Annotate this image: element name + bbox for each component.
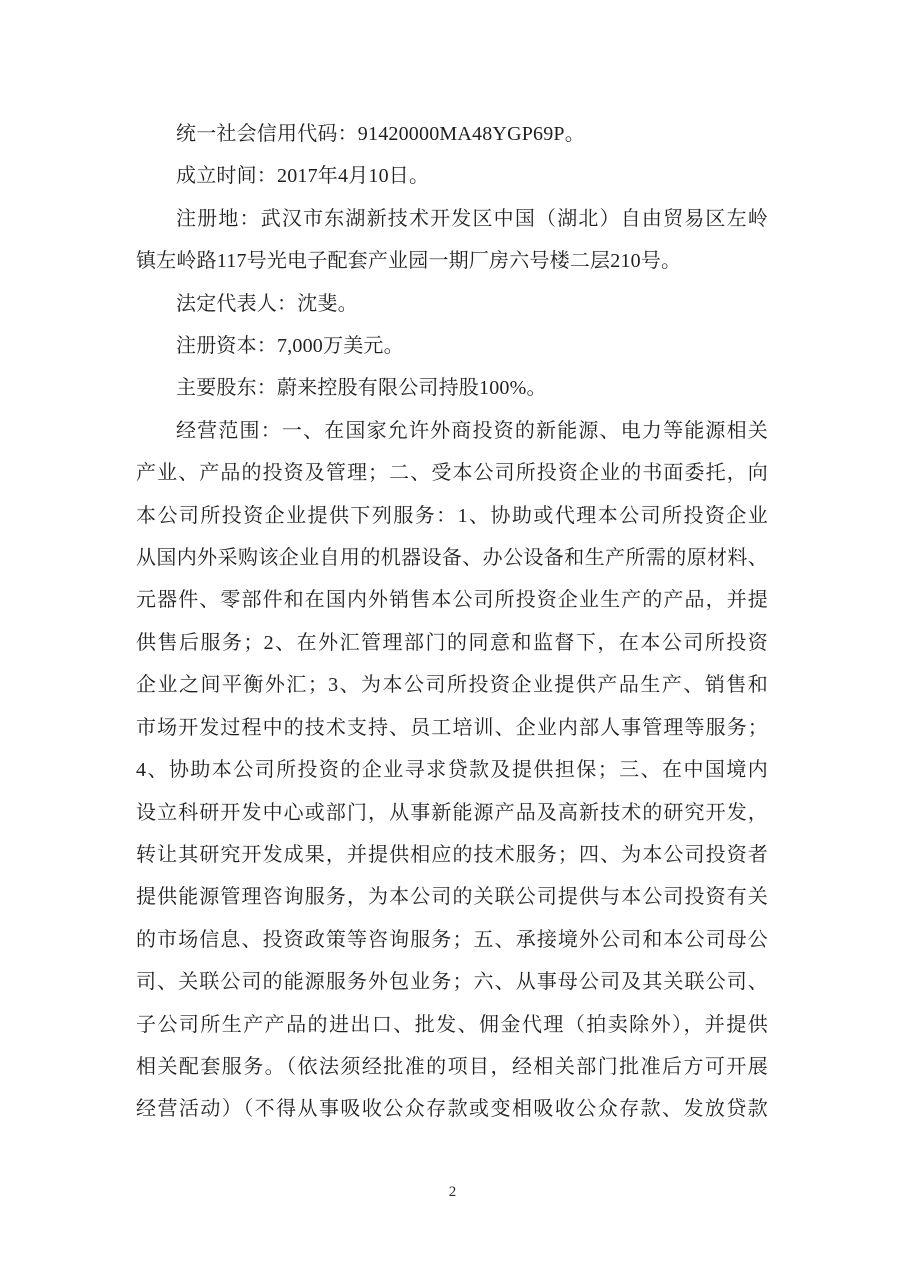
text-line: 元器件、零部件和在国内外销售本公司所投资企业生产的产品，并提 (136, 589, 768, 612)
text-line: 相关配套服务。（依法须经批准的项目，经相关部门批准后方可开展 (136, 1055, 768, 1078)
text-line: 经营活动）（不得从事吸收公众存款或变相吸收公众存款、发放贷款 (136, 1098, 768, 1121)
text-line: 企业之间平衡外汇；3、为本公司所投资企业提供产品生产、销售和 (136, 674, 768, 697)
page-number: 2 (448, 1184, 457, 1200)
text-line: 的市场信息、投资政策等咨询服务；五、承接境外公司和本公司母公 (136, 928, 768, 951)
text-line: 转让其研究开发成果，并提供相应的技术服务；四、为本公司投资者 (136, 843, 768, 866)
text-line: 4、协助本公司所投资的企业寻求贷款及提供担保；三、在中国境内 (136, 759, 768, 782)
text-line: 供售后服务；2、在外汇管理部门的同意和监督下，在本公司所投资 (136, 631, 768, 654)
text-line: 镇左岭路117号光电子配套产业园一期厂房六号楼二层210号。 (136, 250, 682, 273)
text-line: 司、关联公司的能源服务外包业务；六、从事母公司及其关联公司、 (136, 971, 768, 994)
text-line: 从国内外采购该企业自用的机器设备、办公设备和生产所需的原材料、 (136, 547, 768, 570)
text-line: 设立科研开发中心或部门，从事新能源产品及高新技术的研究开发， (136, 801, 768, 824)
text-line: 成立时间：2017年4月10日。 (176, 165, 430, 188)
text-line: 法定代表人：沈斐。 (176, 292, 358, 315)
text-line: 主要股东：蔚来控股有限公司持股100%。 (176, 377, 547, 400)
text-line: 注册资本：7,000万美元。 (176, 335, 404, 358)
text-line: 市场开发过程中的技术支持、员工培训、企业内部人事管理等服务； (136, 716, 768, 739)
text-line: 产业、产品的投资及管理；二、受本公司所投资企业的书面委托，向 (136, 462, 768, 485)
document-body (136, 113, 768, 1131)
text-line: 本公司所投资企业提供下列服务：1、协助或代理本公司所投资企业 (136, 504, 768, 527)
text-line: 经营范围：一、在国家允许外商投资的新能源、电力等能源相关 (176, 419, 768, 442)
text-line: 提供能源管理咨询服务，为本公司的关联公司提供与本公司投资有关 (136, 886, 768, 909)
text-line: 统一社会信用代码：91420000MA48YGP69P。 (176, 123, 585, 145)
text-line: 子公司所生产产品的进出口、批发、佣金代理（拍卖除外），并提供 (136, 1013, 768, 1036)
text-line: 注册地：武汉市东湖新技术开发区中国（湖北）自由贸易区左岭 (176, 207, 768, 230)
